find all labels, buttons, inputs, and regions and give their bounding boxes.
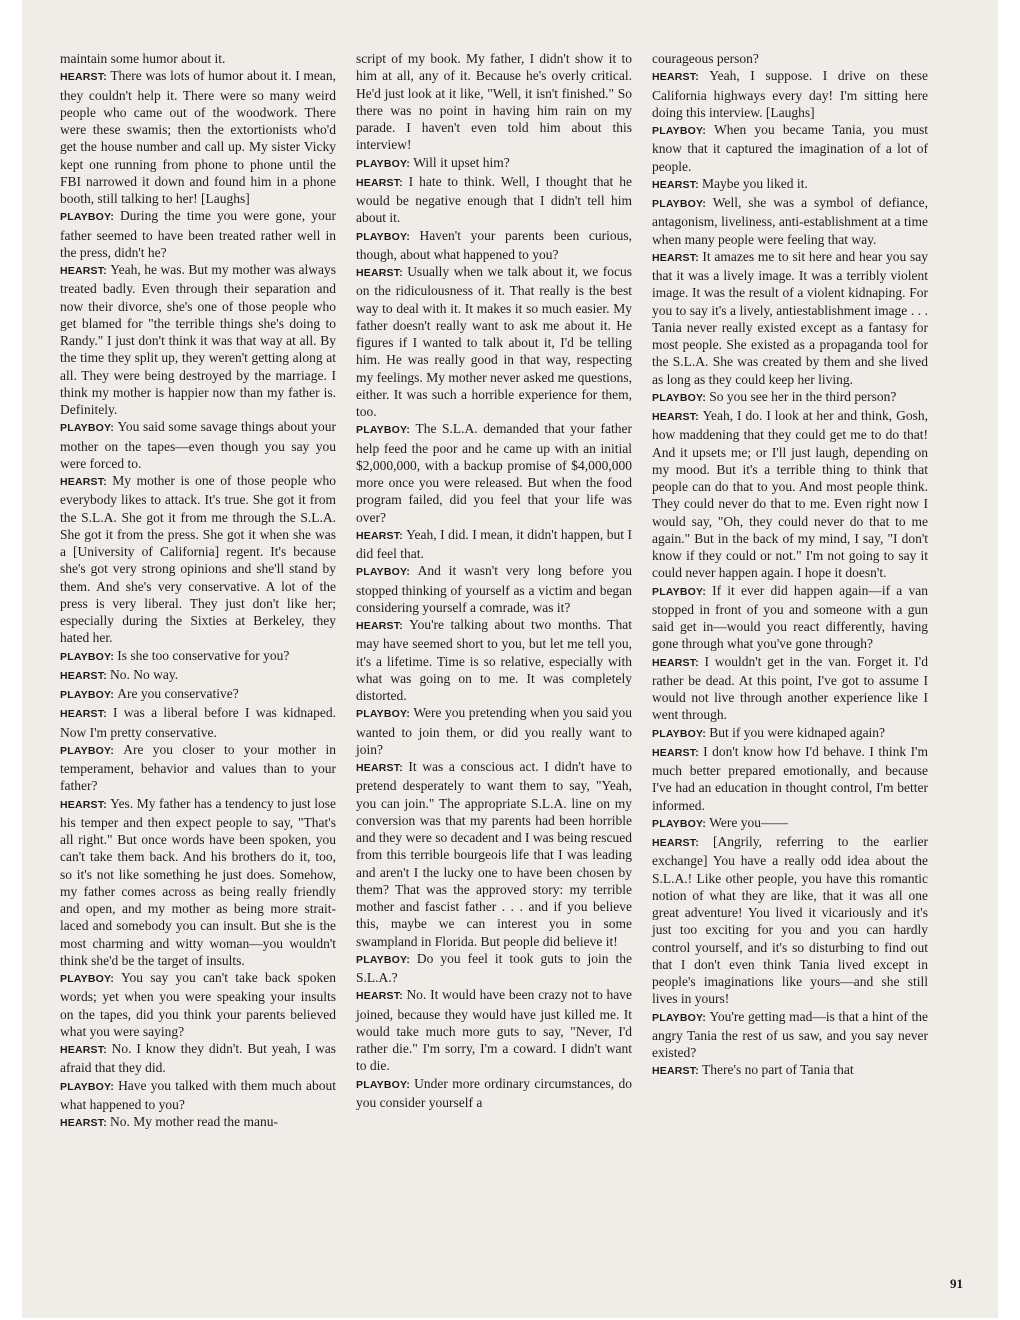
paragraph-text: Yeah, he was. But my mother was always treated badly. Even through their separation and now their divorce, she's one of those people who get blamed for "the terrible things she's doing to Randy." I just don't think it was that way at all. By the time they split up, they weren't getting along at all. They were being destroyed by the marriage. I think my mother is happier now than my father is. Definitely. xyxy=(60,262,336,417)
paragraph-text: I wouldn't get in the van. Forget it. I'd rather be dead. At this point, I've got to assume I would not live through another experience like I went through. xyxy=(652,653,928,723)
interview-paragraph xyxy=(356,986,632,1074)
speaker-label: PLAYBOY: xyxy=(652,198,713,210)
interview-paragraph xyxy=(652,582,928,653)
paragraph-text: Will it upset him? xyxy=(413,154,510,170)
paragraph-text: script of my book. My father, I didn't show it to him at all, any of it. Because he's overly critical. He'd just look at it like, "Well, it isn't finished." So there was no point in having him rain on my parade. I haven't even told him about this interview! xyxy=(356,51,632,153)
paragraph-text: Do you feel it took guts to join the S.L.A.? xyxy=(356,950,632,985)
speaker-label: PLAYBOY: xyxy=(60,650,118,663)
interview-paragraph xyxy=(60,1113,336,1132)
interview-paragraph xyxy=(652,1008,928,1062)
speaker-label: HEARST: xyxy=(356,176,409,189)
interview-paragraph xyxy=(60,685,336,704)
paragraph-text: It amazes me to sit here and hear you say that it was a lively image. It was a terribly violent image. It was the result of a violent kidnaping. For you to say it's a lively, antiestablishment image . . . Tania never really existed except as a fantasy for most people. She existed as a propaganda tool for the S.L.A. She was created by them and she lived as long as they could keep her living. xyxy=(652,248,928,387)
interview-paragraph xyxy=(652,50,928,67)
interview-paragraph xyxy=(60,418,336,472)
interview-paragraph xyxy=(60,1077,336,1114)
speaker-label: PLAYBOY: xyxy=(60,1080,119,1093)
interview-paragraph xyxy=(652,388,928,407)
paragraph-text: Are you conservative? xyxy=(117,686,239,701)
paragraph-text: Yeah, I did. I mean, it didn't happen, but I did feel that. xyxy=(356,526,632,561)
text-column-left xyxy=(60,50,336,1132)
paragraph-text: During the time you were gone, your father seemed to have been treated rather well in the press, didn't he? xyxy=(60,208,336,260)
paragraph-text: No. It would have been crazy not to have joined, because they would have just killed me. It would take much more guts to say, "Never, I'd rather die." I'm sorry, I'm a coward. I didn't want to die. xyxy=(356,987,632,1074)
paragraph-text: Is she too conservative for you? xyxy=(117,647,290,663)
interview-paragraph xyxy=(652,724,928,743)
text-column-middle xyxy=(356,50,632,1111)
interview-paragraph xyxy=(652,1061,928,1080)
speaker-label: PLAYBOY: xyxy=(652,817,710,830)
speaker-label: HEARST: xyxy=(60,476,113,488)
paragraph-text: I hate to think. Well, I thought that he would be negative enough that I didn't tell him about it. xyxy=(356,173,632,226)
interview-paragraph xyxy=(652,653,928,724)
paragraph-text: maintain some humor about it. xyxy=(60,51,226,66)
speaker-label: PLAYBOY: xyxy=(356,708,414,721)
interview-paragraph xyxy=(652,407,928,582)
speaker-label: HEARST: xyxy=(356,529,407,542)
paragraph-text: courageous person? xyxy=(652,51,759,66)
speaker-label: HEARST: xyxy=(356,620,410,632)
paragraph-text: The S.L.A. demanded that your father help feed the poor and he came up with an initial $2,000,000, with a backup promise of $4,000,000 more once you were released. But when the food program failed, did you feel that your life was over? xyxy=(356,421,632,525)
paragraph-text: It was a conscious act. I didn't have to pretend desperately to want them to say, "Yeah, you can join." The appropriate S.L.A. line on my conversion was that my parents had been horrible and they were so decadent and I was being rescued from this terrible bourgeois life that I was leading and aren't I the lucky one to have been chosen by them? That was the approved story: my terrible mother and fascist father . . . and if you believe this, maybe we can interest you in some swampland in Florida. But people did believe it! xyxy=(356,759,632,949)
paragraph-text: [Angrily, referring to the earlier exchange] You have a really odd idea about the S.L.A.! Like other people, you have this romantic notion of what they are like, that it was all one great adventure! You lived it vicariously and it's just too exciting for you and you can hardly control yourself, and it's so disturbing to find out that I don't even think Tania lived except in people's imaginations like yours—and she still lives in yours! xyxy=(652,834,928,1007)
speaker-label: HEARST: xyxy=(60,71,111,84)
paragraph-text: So you see her in the third person? xyxy=(709,388,897,404)
interview-paragraph xyxy=(60,67,336,207)
interview-paragraph xyxy=(356,263,632,420)
paragraph-text: There was lots of humor about it. I mean, they couldn't help it. There were so many weird people who came out of the woodwork. There were these swamis; then the extortionists who'd get the house number and call up. My sister Vicky kept one running from phone to phone until the FBI narrowed it down and found him in a phone booth, still talking to her! [Laughs] xyxy=(60,68,336,206)
speaker-label: PLAYBOY: xyxy=(356,157,414,170)
speaker-label: PLAYBOY: xyxy=(356,953,417,966)
speaker-label: HEARST: xyxy=(356,267,408,279)
paragraph-text: You're talking about two months. That may have seemed short to you, but let me tell you, it's a lifetime. Time is so relative, especially with what was going on to me. It was completely distorted. xyxy=(356,617,632,703)
interview-paragraph xyxy=(652,833,928,1008)
page-number: 91 xyxy=(950,1276,963,1291)
interview-paragraph xyxy=(652,743,928,814)
paragraph-text: My mother is one of those people who everybody likes to attack. It's true. She got it from the S.L.A. She got it from me through the S.L.A. She got it from the press. She got it when she was a [University of California] regent. It's because she's got very strong opinions and she'll stand by them. And she's very conservative. A lot of the press is very liberal. They just don't like her; especially during the Sixties at Berkeley, they hated her. xyxy=(60,473,336,646)
speaker-label: PLAYBOY: xyxy=(652,125,715,137)
speaker-label: PLAYBOY: xyxy=(652,727,710,740)
paragraph-text: You said some savage things about your mother on the tapes—even though you say you were forced to. xyxy=(60,419,336,471)
interview-paragraph xyxy=(356,950,632,987)
interview-paragraph xyxy=(356,562,632,616)
interview-paragraph xyxy=(356,704,632,758)
speaker-label: HEARST: xyxy=(60,798,111,811)
interview-paragraph xyxy=(60,647,336,666)
interview-paragraph xyxy=(356,227,632,264)
speaker-label: HEARST: xyxy=(652,1065,703,1078)
interview-paragraph xyxy=(652,194,928,248)
paragraph-text: If it ever did happen again—if a van stopped in front of you and someone with a gun said get in—would you react differently, having gone through what you've gone through? xyxy=(652,582,929,652)
paragraph-text: No. My mother read the manu- xyxy=(110,1114,278,1129)
paragraph-text: But if you were kidnaped again? xyxy=(709,724,886,740)
interview-paragraph xyxy=(60,704,336,741)
paragraph-text: You're getting mad—is that a hint of the angry Tania the rest of us saw, and you say never existed? xyxy=(652,1008,928,1060)
paragraph-text: When you became Tania, you must know that it captured the imagination of a lot of people. xyxy=(652,122,928,174)
interview-paragraph xyxy=(60,795,336,970)
speaker-label: PLAYBOY: xyxy=(356,424,416,437)
paragraph-text: Yeah, I suppose. I drive on these California highways every day! I'm sitting here doing this interview. [Laughs] xyxy=(652,68,928,120)
speaker-label: PLAYBOY: xyxy=(652,585,713,598)
paragraph-text: Have you talked with them much about what happened to you? xyxy=(60,1077,336,1112)
interview-paragraph xyxy=(60,472,336,647)
paragraph-text: Were you—— xyxy=(709,814,788,830)
magazine-page xyxy=(22,0,998,1318)
paragraph-text: Maybe you liked it. xyxy=(702,175,808,191)
speaker-label: HEARST: xyxy=(60,708,113,721)
interview-paragraph xyxy=(652,175,928,194)
paragraph-text: And it wasn't very long before you stopped thinking of yourself as a victim and began considering yourself a comrade, was it? xyxy=(356,563,632,615)
interview-paragraph xyxy=(60,666,336,685)
interview-paragraph xyxy=(60,207,336,261)
interview-paragraph xyxy=(356,1075,632,1112)
paragraph-text: You say you can't take back spoken words; yet when you were speaking your insults on the tapes, did you think your parents believed what you were saying? xyxy=(60,970,336,1039)
paragraph-text: No. No way. xyxy=(110,666,179,682)
speaker-label: HEARST: xyxy=(652,837,713,849)
interview-paragraph xyxy=(60,969,336,1040)
interview-paragraph xyxy=(356,173,632,227)
speaker-label: PLAYBOY: xyxy=(60,744,124,757)
interview-paragraph xyxy=(652,121,928,175)
interview-paragraph xyxy=(356,616,632,704)
speaker-label: HEARST: xyxy=(356,762,409,774)
paragraph-text: I was a liberal before I was kidnaped. Now I'm pretty conservative. xyxy=(60,705,336,740)
paragraph-text: Well, she was a symbol of defiance, antagonism, liveliness, anti-establishment at a time when many people were feeling that way. xyxy=(652,195,928,247)
paragraph-text: No. I know they didn't. But yeah, I was afraid that they did. xyxy=(60,1041,336,1076)
speaker-label: HEARST: xyxy=(60,265,111,277)
interview-paragraph xyxy=(60,50,336,67)
paragraph-text: I don't know how I'd behave. I think I'm much better prepared emotionally, and because I've had an education in thought control, I'm better informed. xyxy=(652,743,928,813)
paragraph-text: Yeah, I do. I look at her and think, Gosh, how maddening that they could get me to do that! And it upsets me; or I'll just laugh, depending on my mood. But it's a terrible thing to think that people can do that to you. And most people think. They could never do that to me. Even right now I would say, "Oh, they could never do that to me again." But in the back of my mind, I say, "I don't know if they could or not." I'm not going to say it could never happen again. I hope it doesn't. xyxy=(652,408,928,581)
interview-paragraph xyxy=(356,758,632,950)
paragraph-text: There's no part of Tania that xyxy=(702,1062,854,1078)
speaker-label: PLAYBOY: xyxy=(356,230,420,243)
speaker-label: HEARST: xyxy=(652,411,703,423)
speaker-label: PLAYBOY: xyxy=(356,566,418,579)
interview-paragraph xyxy=(652,248,928,388)
speaker-label: HEARST: xyxy=(652,251,703,264)
speaker-label: HEARST: xyxy=(652,656,705,669)
paragraph-text: Usually when we talk about it, we focus on the ridiculousness of it. That really is the best way to deal with it. It makes it so much easier. My father doesn't really want to ask me about it. He figures if I wanted to talk about it, I'd be telling him. He was really good in that way, respecting my feelings. My mother never asked me questions, either. It was such a horrible experience for them, too. xyxy=(356,264,632,419)
speaker-label: PLAYBOY: xyxy=(60,211,120,224)
interview-paragraph xyxy=(356,526,632,563)
paragraph-text: Yes. My father has a tendency to just lose his temper and then expect people to say, "That's all right." But once words have been spoken, you can't take them back. And his brothers do it, too, so it's not like something he just does. Somehow, my father comes across as being really friendly and open, and my mother as being more strait-laced and somebody you can insult. But she is the most charming and witty woman—you wouldn't think she'd be the target of insults. xyxy=(60,795,336,968)
interview-paragraph xyxy=(356,420,632,526)
paragraph-text: Under more ordinary circumstances, do you consider yourself a xyxy=(356,1075,632,1110)
speaker-label: HEARST: xyxy=(356,990,407,1003)
interview-paragraph xyxy=(356,154,632,173)
interview-paragraph xyxy=(60,741,336,795)
speaker-label: PLAYBOY: xyxy=(356,1078,415,1091)
speaker-label: PLAYBOY: xyxy=(60,422,118,435)
speaker-label: HEARST: xyxy=(60,1117,111,1129)
interview-paragraph xyxy=(652,67,928,121)
speaker-label: HEARST: xyxy=(652,178,703,191)
speaker-label: PLAYBOY: xyxy=(652,391,710,404)
speaker-label: HEARST: xyxy=(60,669,111,682)
text-column-right xyxy=(652,50,928,1081)
paragraph-text: Were you pretending when you said you wanted to join them, or did you really want to join? xyxy=(356,705,632,757)
paragraph-text: Haven't your parents been curious, though, about what happened to you? xyxy=(356,227,632,262)
interview-paragraph xyxy=(652,814,928,833)
paragraph-text: Are you closer to your mother in temperament, behavior and values than to your father? xyxy=(60,741,336,794)
speaker-label: PLAYBOY: xyxy=(652,1011,710,1024)
speaker-label: HEARST: xyxy=(652,746,704,759)
speaker-label: HEARST: xyxy=(60,1044,112,1056)
speaker-label: HEARST: xyxy=(652,71,710,84)
interview-paragraph xyxy=(60,261,336,418)
speaker-label: PLAYBOY: xyxy=(60,689,118,701)
speaker-label: PLAYBOY: xyxy=(60,973,122,985)
interview-paragraph xyxy=(356,50,632,154)
interview-paragraph xyxy=(60,1040,336,1077)
